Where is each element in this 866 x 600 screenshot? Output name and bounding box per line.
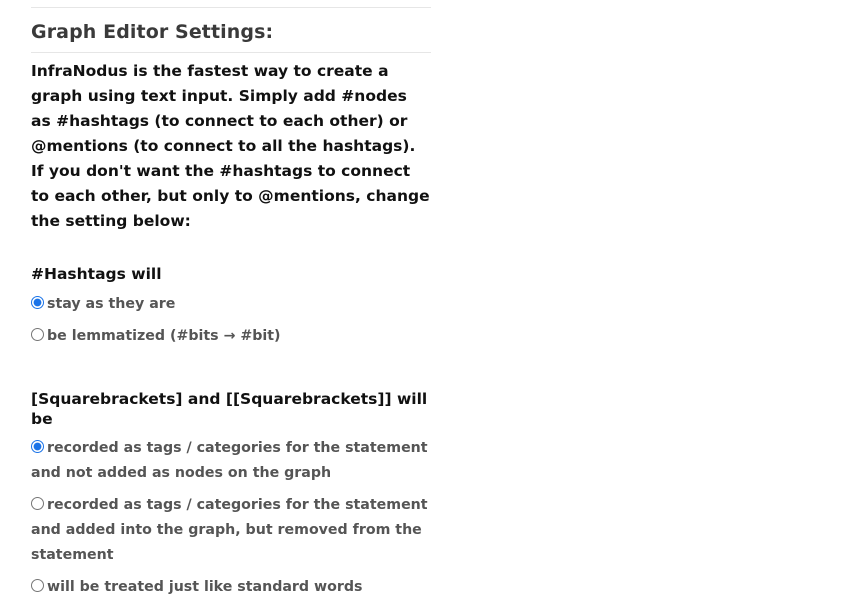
graph-editor-settings-panel xyxy=(31,0,431,600)
brackets-tags-and-graph-radio[interactable] xyxy=(31,497,44,510)
hashtags-lemmatize-radio[interactable] xyxy=(31,328,44,341)
brackets-option-tags-and-graph[interactable] xyxy=(31,493,431,568)
hashtags-stay-label: stay as they are xyxy=(47,296,176,312)
hashtags-lemmatize-label: be lemmatized (#bits → #bit) xyxy=(47,328,281,344)
brackets-standard-label: will be treated just like standard words xyxy=(47,579,363,595)
brackets-option-standard[interactable] xyxy=(31,575,431,600)
brackets-tags-and-graph-label: recorded as tags / categories for the statement and added into the graph, but removed from the statement xyxy=(31,497,428,563)
hashtags-option-stay[interactable] xyxy=(31,292,431,317)
hashtags-stay-radio[interactable] xyxy=(31,296,44,309)
intro-text xyxy=(31,59,431,234)
brackets-option-tags-only[interactable] xyxy=(31,436,431,486)
heading-divider xyxy=(31,52,431,53)
intro-paragraph-1: InfraNodus is the fastest way to create a graph using text input. Simply add #nodes as #hashtags (to connect to each other) or @mentions (to connect to all the hashtags). xyxy=(31,62,416,155)
settings-heading: Graph Editor Settings: xyxy=(31,21,274,43)
brackets-tags-only-label: recorded as tags / categories for the statement and not added as nodes on the graph xyxy=(31,440,428,481)
hashtags-option-lemmatize[interactable] xyxy=(31,324,431,349)
brackets-standard-radio[interactable] xyxy=(31,579,44,592)
top-divider xyxy=(31,7,431,8)
brackets-tags-only-radio[interactable] xyxy=(31,440,44,453)
intro-paragraph-2: If you don't want the #hashtags to connect to each other, but only to @mentions, change the setting below: xyxy=(31,162,430,230)
hashtags-group-title: #Hashtags will xyxy=(31,265,162,283)
brackets-group-title: [Squarebrackets] and [[Squarebrackets]] will be xyxy=(31,390,428,428)
